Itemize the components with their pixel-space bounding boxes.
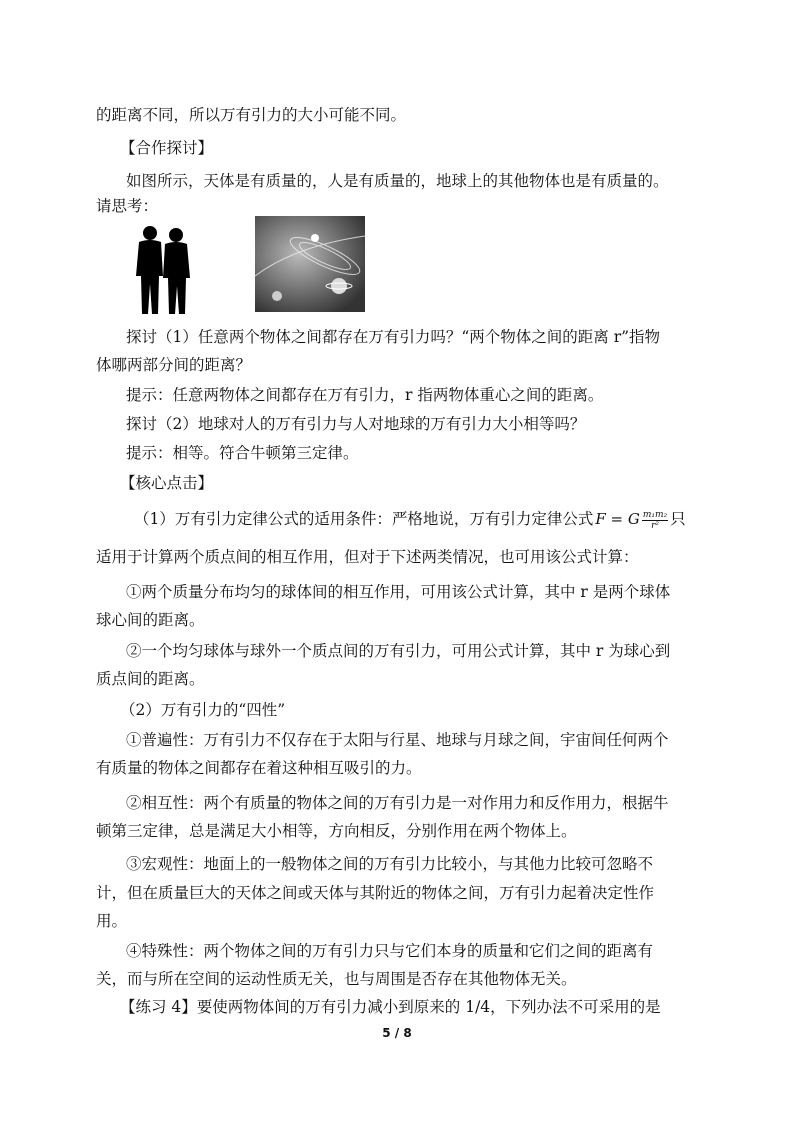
- line-20: ②相互性：两个有质量的物体之间的万有引力是一对作用力和反作用力，根据牛: [126, 794, 669, 812]
- line-27: 【练习 4】要使两物体间的万有引力减小到原来的 1/4，下列办法不可采用的是: [120, 998, 661, 1016]
- line-9: 提示：相等。符合牛顿第三定律。: [126, 444, 359, 462]
- line-21: 顿第三定律，总是满足大小相等，方向相反，分别作用在两个物体上。: [96, 822, 577, 840]
- line-5: 探讨（1）任意两个物体之间都存在万有引力吗？“两个物体之间的距离 r”指物: [126, 328, 661, 346]
- line-17: （2）万有引力的“四性”: [120, 701, 286, 719]
- gravitation-formula: [595, 508, 668, 531]
- line-26: 关，而与所在空间的运动性质无关，也与周围是否存在其他物体无关。: [96, 970, 577, 988]
- line-16: 质点间的距离。: [96, 670, 205, 688]
- two-men-silhouette-image: [133, 224, 193, 316]
- line-15: ②一个均匀球体与球外一个质点间的万有引力，可用公式计算，其中 r 为球心到: [126, 642, 671, 660]
- line-25: ④特殊性：两个物体之间的万有引力只与它们本身的质量和它们之间的距离有: [126, 942, 654, 960]
- line-14: 球心间的距离。: [96, 611, 205, 629]
- section-heading-core: 【核心点击】: [120, 474, 214, 492]
- line-24: 用。: [96, 912, 128, 930]
- line-12: 适用于计算两个质点间的相互作用，但对于下述两类情况，也可用该公式计算：: [96, 548, 639, 566]
- line-18: ①普遍性：万有引力不仅存在于太阳与行星、地球与月球之间，宇宙间任何两个: [126, 731, 669, 749]
- section-heading-cooperation: 【合作探讨】: [120, 139, 214, 157]
- line-23: 计，但在质量巨大的天体之间或天体与其附近的物体之间，万有引力起着决定性作: [96, 884, 655, 902]
- line-8: 探讨（2）地球对人的万有引力与人对地球的万有引力大小相等吗？: [126, 415, 586, 433]
- formula-numerator: m₁m₂: [642, 509, 668, 520]
- page-number: 5 / 8: [382, 1026, 412, 1040]
- line-19: 有质量的物体之间都存在着这种相互吸引的力。: [96, 759, 422, 777]
- line-11-text: （1）万有引力定律公式的适用条件：严格地说，万有引力定律公式: [134, 510, 594, 528]
- line-11-tail: 只: [670, 510, 686, 528]
- solar-system-image: [255, 216, 365, 312]
- formula-denominator: r²: [651, 520, 659, 531]
- line-6: 体哪两部分间的距离？: [96, 356, 252, 374]
- formula-lhs: F = G: [595, 510, 640, 528]
- line-1: 的距离不同，所以万有引力的大小可能不同。: [96, 106, 407, 124]
- line-7: 提示：任意两物体之间都存在万有引力，r 指两物体重心之间的距离。: [126, 386, 604, 404]
- line-3: 如图所示，天体是有质量的，人是有质量的，地球上的其他物体也是有质量的。: [126, 172, 669, 190]
- line-4: 请思考：: [96, 197, 159, 215]
- line-22: ③宏观性：地面上的一般物体之间的万有引力比较小，与其他力比较可忽略不: [126, 855, 654, 873]
- line-11: [134, 508, 686, 531]
- line-13: ①两个质量分布均匀的球体间的相互作用，可用该公式计算，其中 r 是两个球体: [126, 583, 671, 601]
